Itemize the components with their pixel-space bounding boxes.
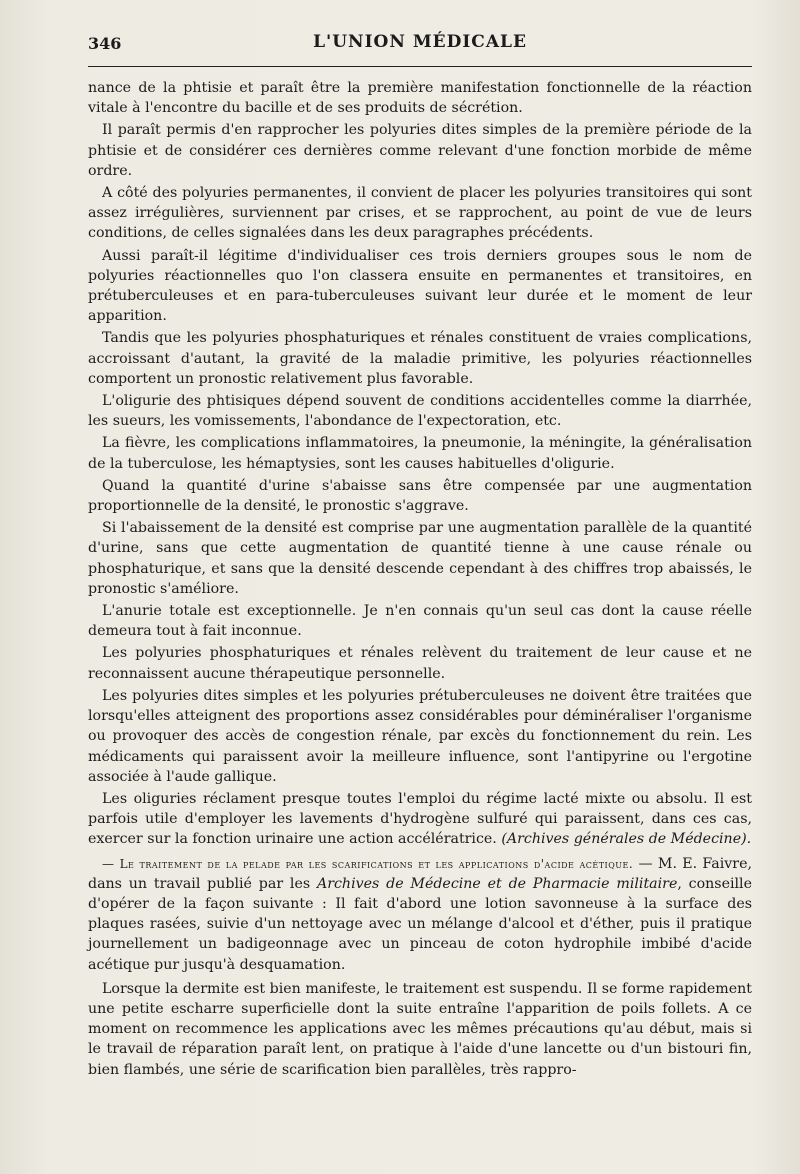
paragraph: Si l'abaissement de la densité est comprise par une augmentation parallèle de la quantité d'urine, sans que cette augmentation de quantité tienne à une cause rénale ou phosphaturique, et sans que la densité descende cependant à des chiffres trop abaissés, le pronostic s'améliore. bbox=[88, 520, 752, 597]
paragraph: La fièvre, les complications inflammatoires, la pneumonie, la méningite, la généralisation de la tuberculose, les hémaptysies, sont les causes habituelles d'oligurie. bbox=[88, 435, 752, 472]
section-title: — Le traitement de la pelade par les scarifications et les applications d'acide acétique. bbox=[102, 856, 634, 871]
paragraph: Quand la quantité d'urine s'abaisse sans être compensée par une augmentation proportionnelle de la densité, le pronostic s'aggrave. bbox=[88, 477, 752, 515]
paragraph: Tandis que les polyuries phosphaturiques et rénales constituent de vraies complications, accroissant d'autant, la gravité de la maladie primitive, les polyuries réactionnelles comportent un pronostic relativement plus favorable. bbox=[88, 330, 752, 387]
paragraph-text: Les oliguries réclament presque toutes l'emploi du régime lacté mixte ou absolu. Il est parfois utile d'employer les lavements d'hydrogène sulfuré qui paraissent, dans ces cas, exercer sur la fonction urinaire une action accélératrice. bbox=[88, 790, 752, 848]
paragraph: L'oligurie des phtisiques dépend souvent de conditions accidentelles comme la diarrhée, les sueurs, les vomissements, l'abondance de l'expectoration, etc. bbox=[88, 393, 752, 430]
paragraph: Aussi paraît-il légitime d'individualiser ces trois derniers groupes sous le nom de polyuries réactionnelles quo l'on classera ensuite en permanentes et transitoires, en prétuberculeuses et en para-tuberculeuses suivant leur durée et le moment de leur apparition. bbox=[88, 247, 752, 325]
citation: (Archives générales de Médecine). bbox=[501, 831, 752, 848]
paragraph: Les polyuries dites simples et les polyuries prétuberculeuses ne doivent être traitées que lorsqu'elles atteignent des proportions assez considérables pour déminéraliser l'organisme ou provoquer des accès de congestion rénale, par excès du fonctionnement du rein. Les médicaments qui paraissent avoir la meilleure influence, sont l'antipyrine ou l'ergotine associée à l'aude gallique. bbox=[88, 687, 752, 785]
journal-title: Archives de Médecine et de Pharmacie militaire bbox=[316, 875, 678, 892]
page-header bbox=[88, 32, 752, 58]
section-lead: — M. E. Faivre, dans un travail publié par les bbox=[88, 855, 752, 892]
paragraph: L'anurie totale est exceptionnelle. Je n'en connais qu'un seul cas dont la cause réelle demeura tout à fait inconnue. bbox=[88, 603, 752, 640]
paragraph: Il paraît permis d'en rapprocher les polyuries dites simples de la première période de la phtisie et de considérer ces dernières comme relevant d'une fonction morbide de même ordre. bbox=[88, 122, 752, 179]
body-text bbox=[88, 78, 752, 1082]
paragraph: A côté des polyuries permanentes, il convient de placer les polyuries transitoires qui sont assez irrégulières, surviennent par crises, et se rapprochent, au point de vue de leurs conditions, de celles signalées dans les deux paragraphes précédents. bbox=[88, 185, 752, 242]
header-rule bbox=[88, 66, 752, 67]
paragraph bbox=[88, 789, 752, 850]
running-head: L'UNION MÉDICALE bbox=[313, 32, 527, 52]
paragraph: Lorsque la dermite est bien manifeste, le traitement est suspendu. Il se forme rapidement une petite escharre superficielle dont la suite entraîne l'apparition de poils follets. A ce moment on recommence les applications avec les mêmes précautions qu'au début, mais si le travail de réparation paraît lent, on pratique à l'aide d'une lancette ou d'un bistouri fin, bien flambés, une série de scarification bien parallèles, très rappro- bbox=[88, 980, 752, 1078]
page-number: 346 bbox=[88, 34, 122, 53]
paragraph: nance de la phtisie et paraît être la première manifestation fonctionnelle de la réaction vitale à l'encontre du bacille et de ses produits de sécrétion. bbox=[88, 80, 752, 117]
section-text: , conseille d'opérer de la façon suivante : Il fait d'abord une lotion savonneuse à la surface des plaques rasées, suivie d'un nettoyage avec un mélange d'alcool et d'éther, puis il pratique journellement un badigeonnage avec un pinceau de coton hydrophile imbibé d'acide acétique pur jusqu'à desquamation. bbox=[88, 875, 752, 973]
section-paragraph bbox=[88, 854, 752, 975]
paragraph: Les polyuries phosphaturiques et rénales relèvent du traitement de leur cause et ne reconnaissent aucune thérapeutique personnelle. bbox=[88, 645, 752, 682]
